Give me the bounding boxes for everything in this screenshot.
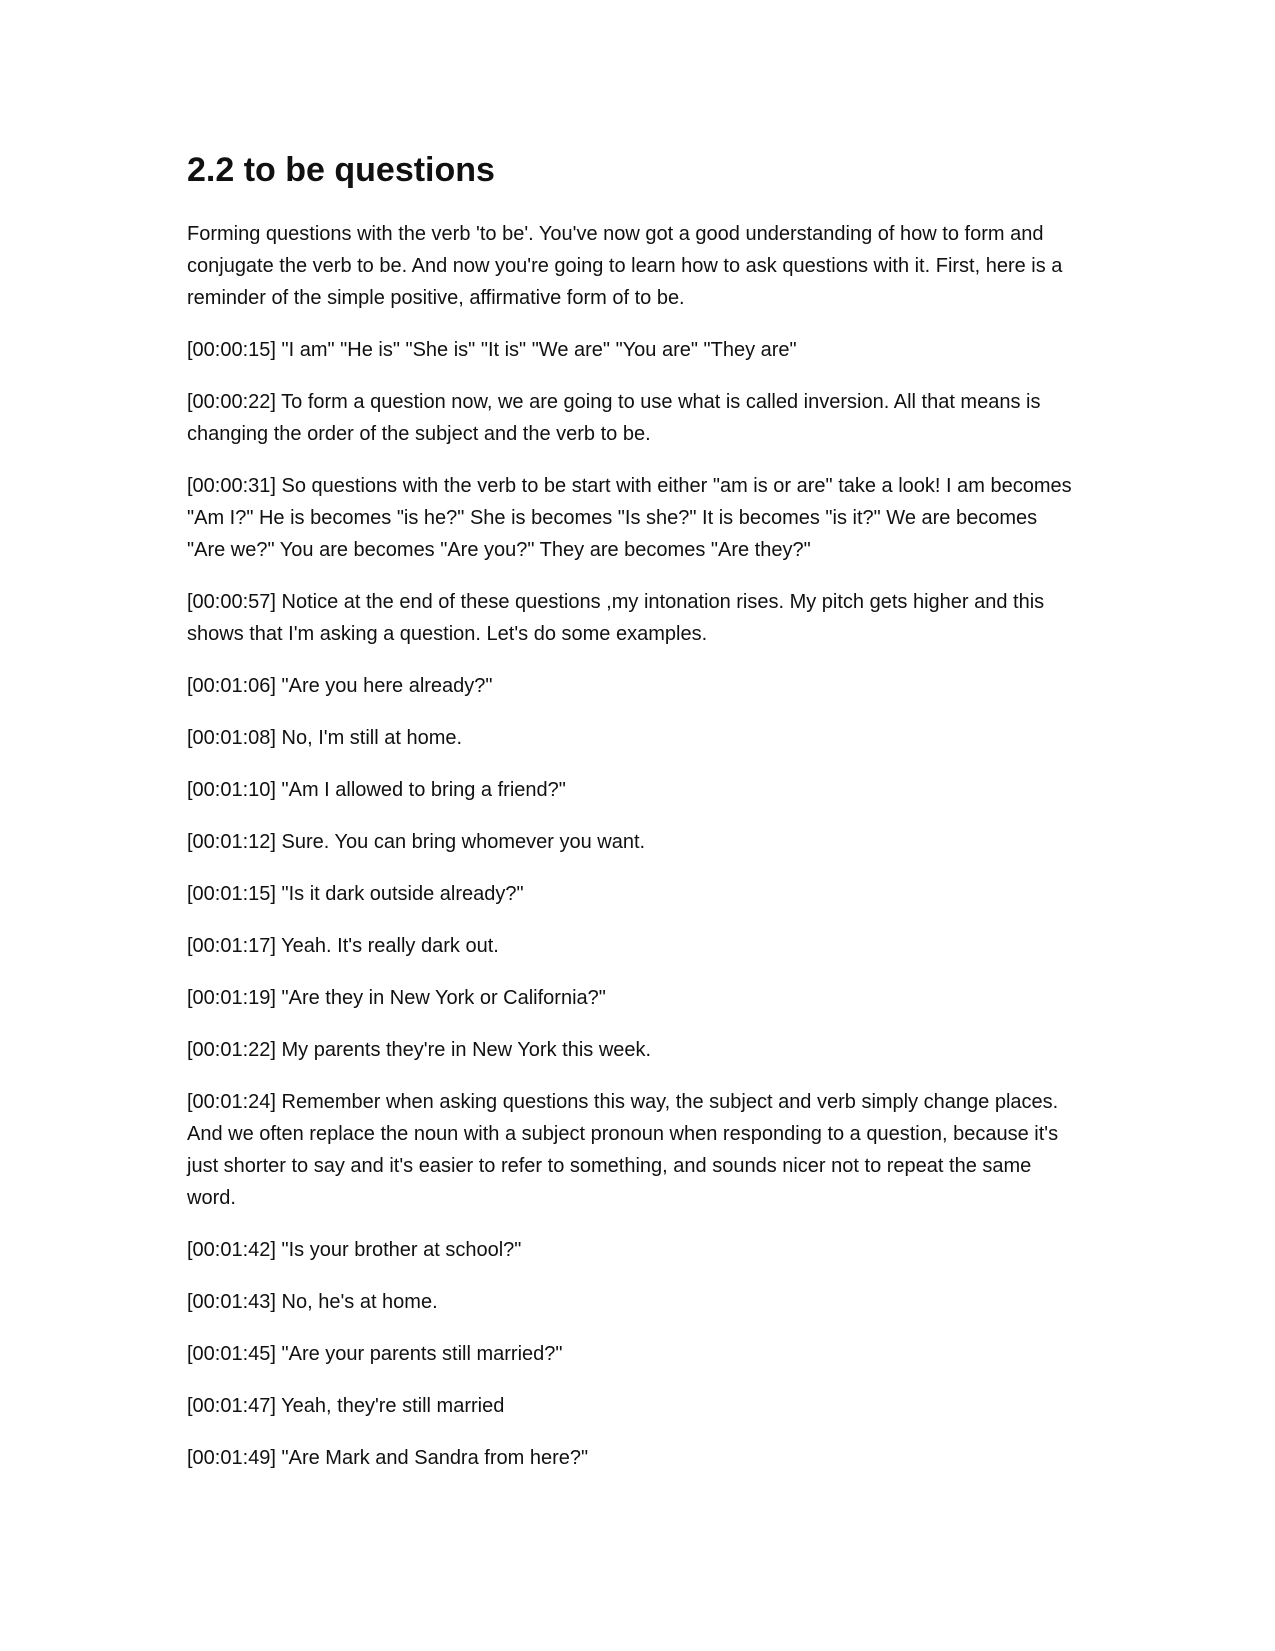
transcript-line: [00:01:17] Yeah. It's really dark out.	[187, 935, 499, 957]
transcript-line: [00:01:19] "Are they in New York or California?"	[187, 987, 606, 1009]
transcript-line: [00:01:24] Remember when asking questions this way, the subject and verb simply change places. And we often replace the noun with a subject pronoun when responding to a question, because it's just shorter to say and it's easier to refer to something, and sounds nicer not to repeat the same word.	[187, 1091, 1059, 1209]
transcript-line: [00:01:47] Yeah, they're still married	[187, 1395, 505, 1417]
document-body	[187, 148, 1077, 1494]
transcript-line: [00:00:31] So questions with the verb to be start with either "am is or are" take a look! I am becomes "Am I?" He is becomes "is he?" She is becomes "Is she?" It is becomes "is it?" We are becomes "Are we?" You are becomes "Are you?" They are becomes "Are they?"	[187, 475, 1072, 561]
transcript-line: [00:01:06] "Are you here already?"	[187, 675, 493, 697]
transcript-line: [00:01:12] Sure. You can bring whomever you want.	[187, 831, 646, 853]
transcript-line: [00:00:22] To form a question now, we are going to use what is called inversion. All that means is changing the order of the subject and the verb to be.	[187, 391, 1041, 445]
transcript-line: [00:01:10] "Am I allowed to bring a friend?"	[187, 779, 566, 801]
transcript-line: [00:01:08] No, I'm still at home.	[187, 727, 463, 749]
transcript-line: [00:01:45] "Are your parents still married?"	[187, 1343, 563, 1365]
transcript-line: [00:01:43] No, he's at home.	[187, 1291, 438, 1313]
transcript-line: [00:01:42] "Is your brother at school?"	[187, 1239, 522, 1261]
transcript-line: [00:01:22] My parents they're in New York this week.	[187, 1039, 652, 1061]
document-title: 2.2 to be questions	[187, 151, 495, 189]
transcript-line: [00:00:15] "I am" "He is" "She is" "It is" "We are" "You are" "They are"	[187, 339, 797, 361]
intro-paragraph: Forming questions with the verb 'to be'. You've now got a good understanding of how to form and conjugate the verb to be. And now you're going to learn how to ask questions with it. First, here is a reminder of the simple positive, affirmative form of to be.	[187, 223, 1063, 309]
transcript-line: [00:01:15] "Is it dark outside already?"	[187, 883, 524, 905]
transcript-line: [00:00:57] Notice at the end of these questions ,my intonation rises. My pitch gets higher and this shows that I'm asking a question. Let's do some examples.	[187, 591, 1045, 645]
transcript-line: [00:01:49] "Are Mark and Sandra from here?"	[187, 1447, 589, 1469]
